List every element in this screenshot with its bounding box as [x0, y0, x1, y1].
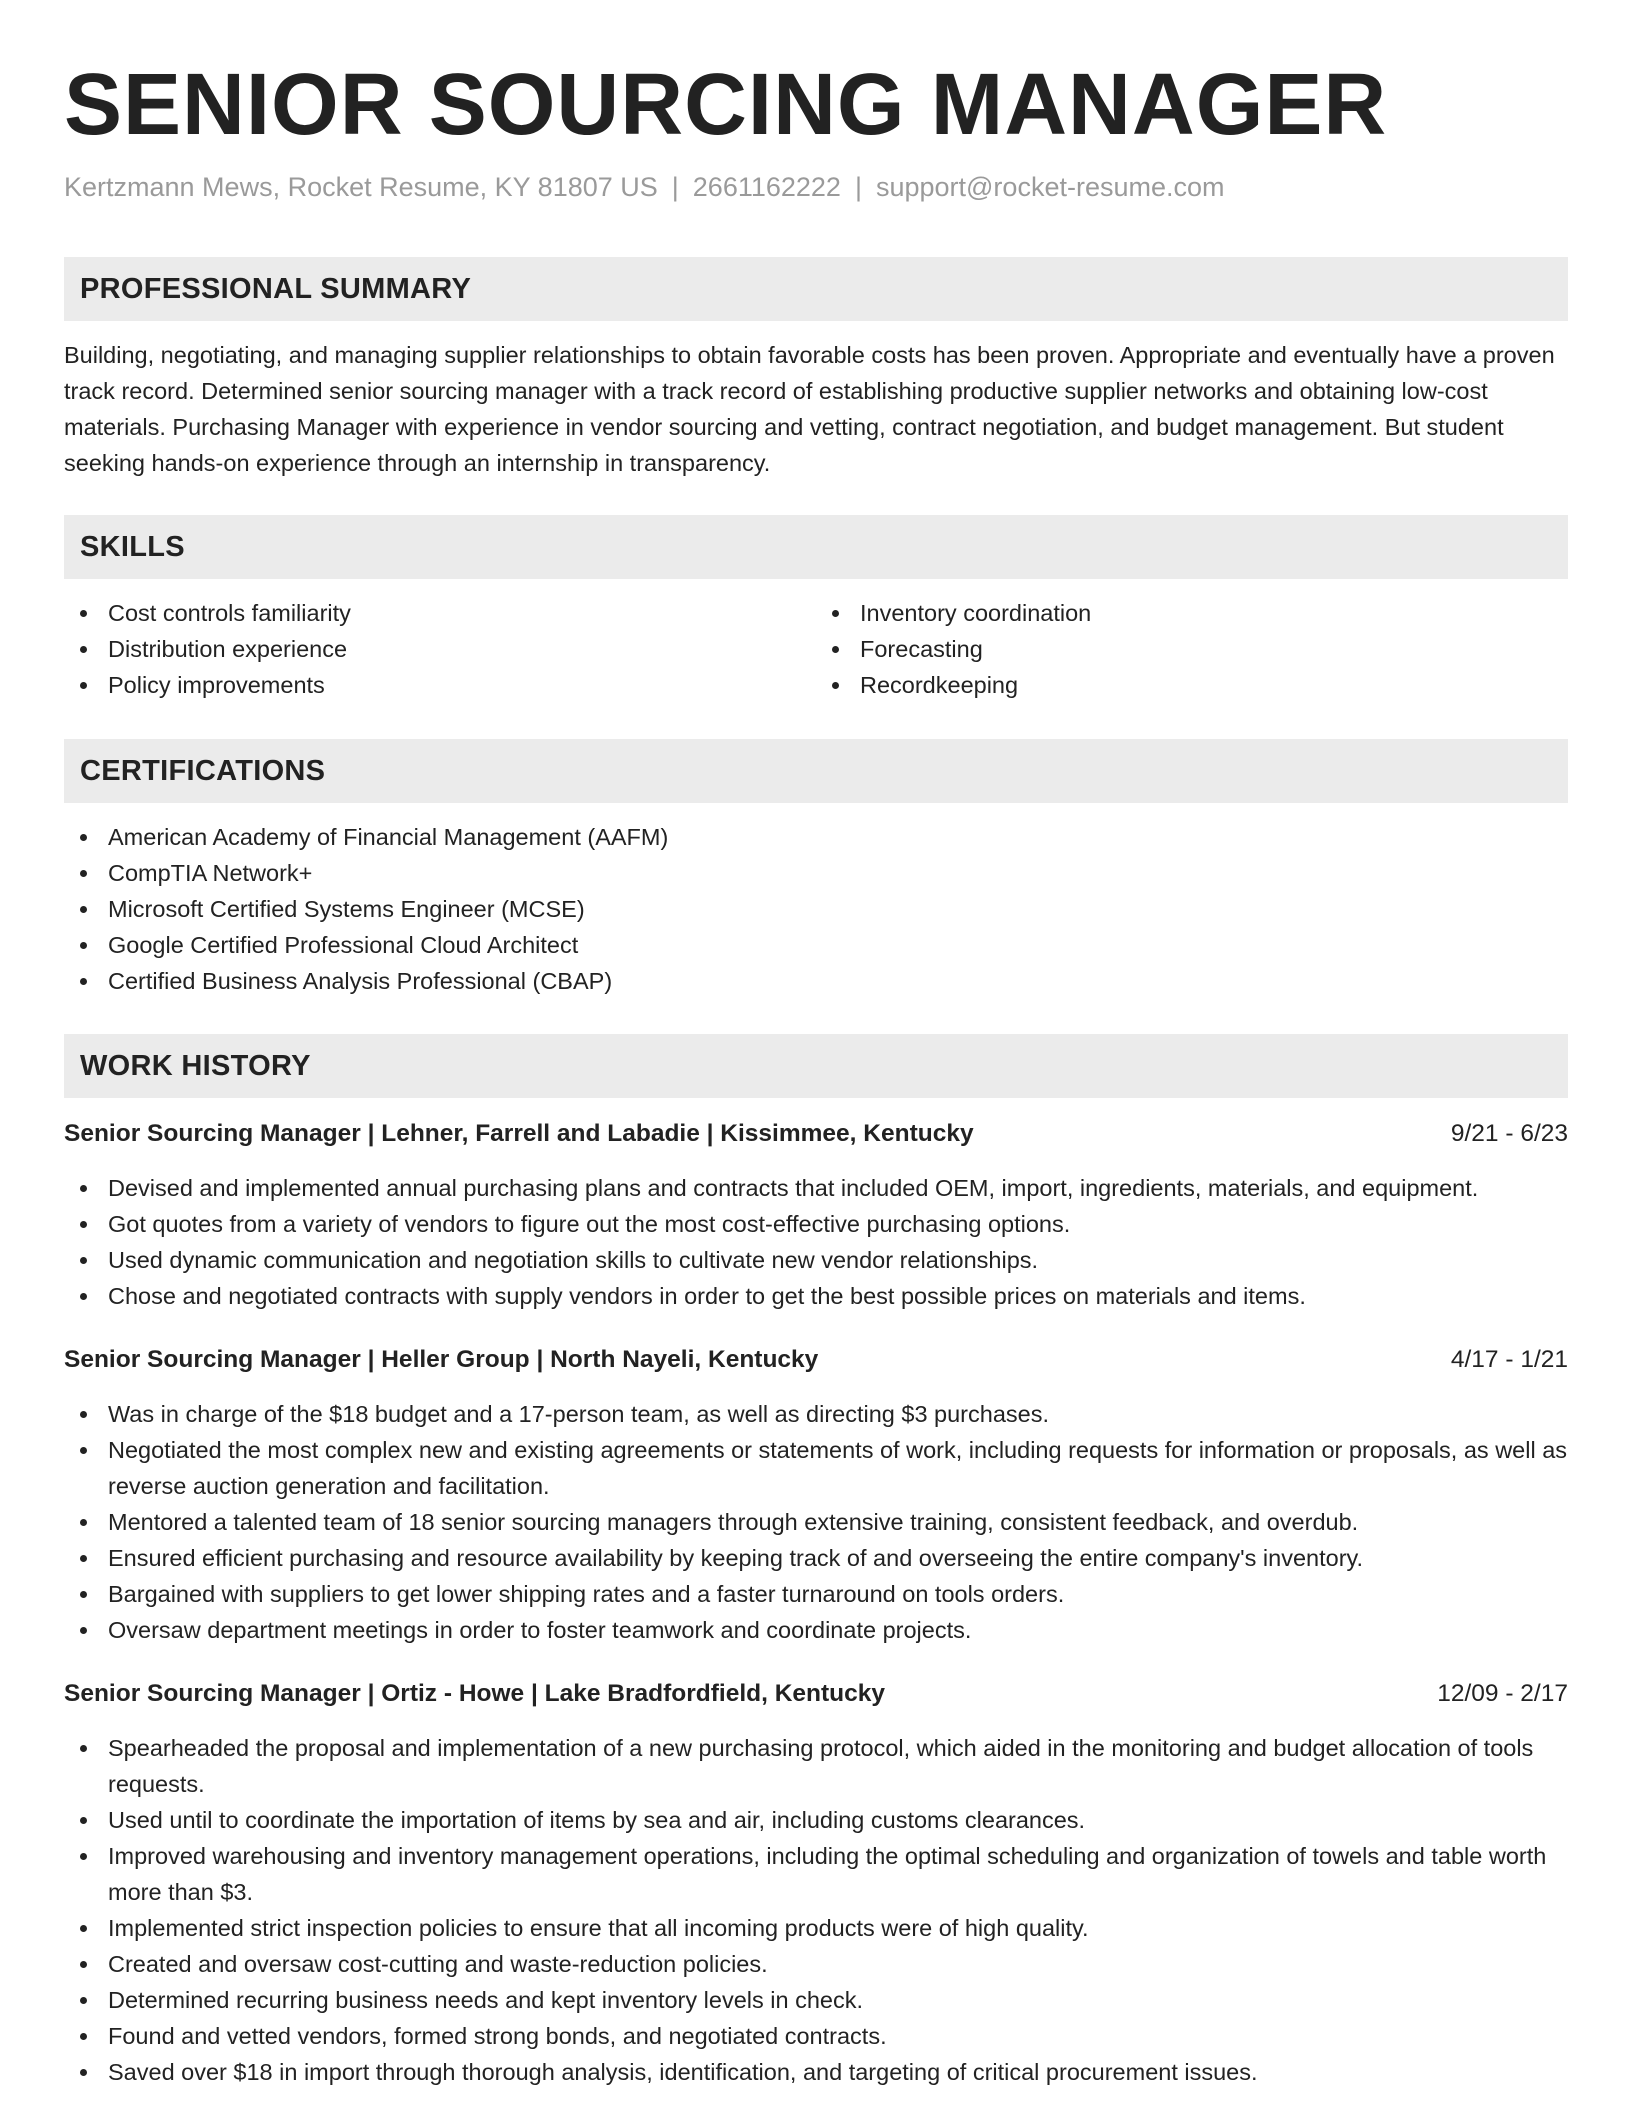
- job-bullet: Saved over $18 in import through thorough analysis, identification, and targeting of critical procurement issues.: [64, 2054, 1568, 2090]
- certification-item: Google Certified Professional Cloud Architect: [64, 927, 1568, 963]
- job-dates: 4/17 - 1/21: [1450, 1346, 1568, 1373]
- job-bullets: [64, 1730, 1568, 2090]
- skills-list: [64, 595, 1568, 703]
- job-bullet: Determined recurring business needs and kept inventory levels in check.: [64, 1982, 1568, 2018]
- job-bullet: Was in charge of the $18 budget and a 17-person team, as well as directing $3 purchases.: [64, 1396, 1568, 1432]
- job-title: Senior Sourcing Manager | Heller Group | North Nayeli, Kentucky: [64, 1346, 819, 1373]
- job-entry: [64, 1676, 1568, 2090]
- section-header-summary: PROFESSIONAL SUMMARY: [64, 257, 1568, 321]
- job-bullet: Spearheaded the proposal and implementation of a new purchasing protocol, which aided in the monitoring and budget allocation of tools requests.: [64, 1730, 1568, 1802]
- job-dates: 9/21 - 6/23: [1450, 1120, 1568, 1147]
- job-header: [64, 1676, 1568, 1712]
- contact-email: support@rocket-resume.com: [875, 172, 1225, 202]
- certification-item: Certified Business Analysis Professional (CBAP): [64, 963, 1568, 999]
- job-bullet: Negotiated the most complex new and existing agreements or statements of work, including requests for information or proposals, as well as reverse auction generation and facilitation.: [64, 1432, 1568, 1504]
- certification-item: American Academy of Financial Management (AAFM): [64, 819, 1568, 855]
- job-bullet: Created and oversaw cost-cutting and waste-reduction policies.: [64, 1946, 1568, 1982]
- job-bullets: [64, 1170, 1568, 1314]
- job-bullet: Got quotes from a variety of vendors to figure out the most cost-effective purchasing options.: [64, 1206, 1568, 1242]
- job-bullet: Bargained with suppliers to get lower shipping rates and a faster turnaround on tools orders.: [64, 1576, 1568, 1612]
- skill-item: Policy improvements: [64, 667, 816, 703]
- job-bullet: Oversaw department meetings in order to foster teamwork and coordinate projects.: [64, 1612, 1568, 1648]
- job-header: [64, 1116, 1568, 1152]
- job-bullet: Found and vetted vendors, formed strong bonds, and negotiated contracts.: [64, 2018, 1568, 2054]
- contact-separator: |: [671, 172, 679, 202]
- job-bullet: Chose and negotiated contracts with supply vendors in order to get the best possible prices on materials and items.: [64, 1278, 1568, 1314]
- resume-name: SENIOR SOURCING MANAGER: [64, 56, 1388, 153]
- job-title: Senior Sourcing Manager | Ortiz - Howe | Lake Bradfordfield, Kentucky: [64, 1680, 885, 1707]
- certification-item: CompTIA Network+: [64, 855, 1568, 891]
- contact-line: [64, 170, 1568, 204]
- skills-column-right: [816, 595, 1568, 703]
- job-bullet: Used dynamic communication and negotiation skills to cultivate new vendor relationships.: [64, 1242, 1568, 1278]
- job-bullet: Improved warehousing and inventory management operations, including the optimal scheduling and organization of towels and table worth more than $3.: [64, 1838, 1568, 1910]
- skill-item: Distribution experience: [64, 631, 816, 667]
- skills-column-left: [64, 595, 816, 703]
- job-bullets: [64, 1396, 1568, 1648]
- skill-item: Inventory coordination: [816, 595, 1568, 631]
- job-title: Senior Sourcing Manager | Lehner, Farrell and Labadie | Kissimmee, Kentucky: [64, 1120, 974, 1147]
- skill-item: Forecasting: [816, 631, 1568, 667]
- skill-item: Cost controls familiarity: [64, 595, 816, 631]
- job-bullet: Implemented strict inspection policies to ensure that all incoming products were of high quality.: [64, 1910, 1568, 1946]
- job-entry: [64, 1342, 1568, 1648]
- job-entry: [64, 1116, 1568, 1314]
- job-header: [64, 1342, 1568, 1378]
- certification-item: Microsoft Certified Systems Engineer (MCSE): [64, 891, 1568, 927]
- contact-separator: |: [854, 172, 862, 202]
- section-header-skills: SKILLS: [64, 515, 1568, 579]
- job-bullet: Mentored a talented team of 18 senior sourcing managers through extensive training, consistent feedback, and overdub.: [64, 1504, 1568, 1540]
- section-header-work-history: WORK HISTORY: [64, 1034, 1568, 1098]
- job-bullet: Ensured efficient purchasing and resource availability by keeping track of and overseeing the entire company's inventory.: [64, 1540, 1568, 1576]
- skill-item: Recordkeeping: [816, 667, 1568, 703]
- section-header-certifications: CERTIFICATIONS: [64, 739, 1568, 803]
- summary-text: Building, negotiating, and managing supplier relationships to obtain favorable costs has been proven. Appropriate and eventually have a proven track record. Determined senior sourcing manager with a track record of establishing productive supplier networks and obtaining low-cost materials. Purchasing Manager with experience in vendor sourcing and vetting, contract negotiation, and budget management. But student seeking hands-on experience through an internship in transparency.: [64, 342, 1555, 476]
- job-bullet: Used until to coordinate the importation of items by sea and air, including customs clearances.: [64, 1802, 1568, 1838]
- job-dates: 12/09 - 2/17: [1437, 1680, 1568, 1707]
- job-bullet: Devised and implemented annual purchasing plans and contracts that included OEM, import, ingredients, materials, and equipment.: [64, 1170, 1568, 1206]
- certifications-list: [64, 819, 1568, 999]
- contact-phone: 2661162222: [692, 172, 841, 202]
- contact-address: Kertzmann Mews, Rocket Resume, KY 81807 US: [64, 172, 658, 202]
